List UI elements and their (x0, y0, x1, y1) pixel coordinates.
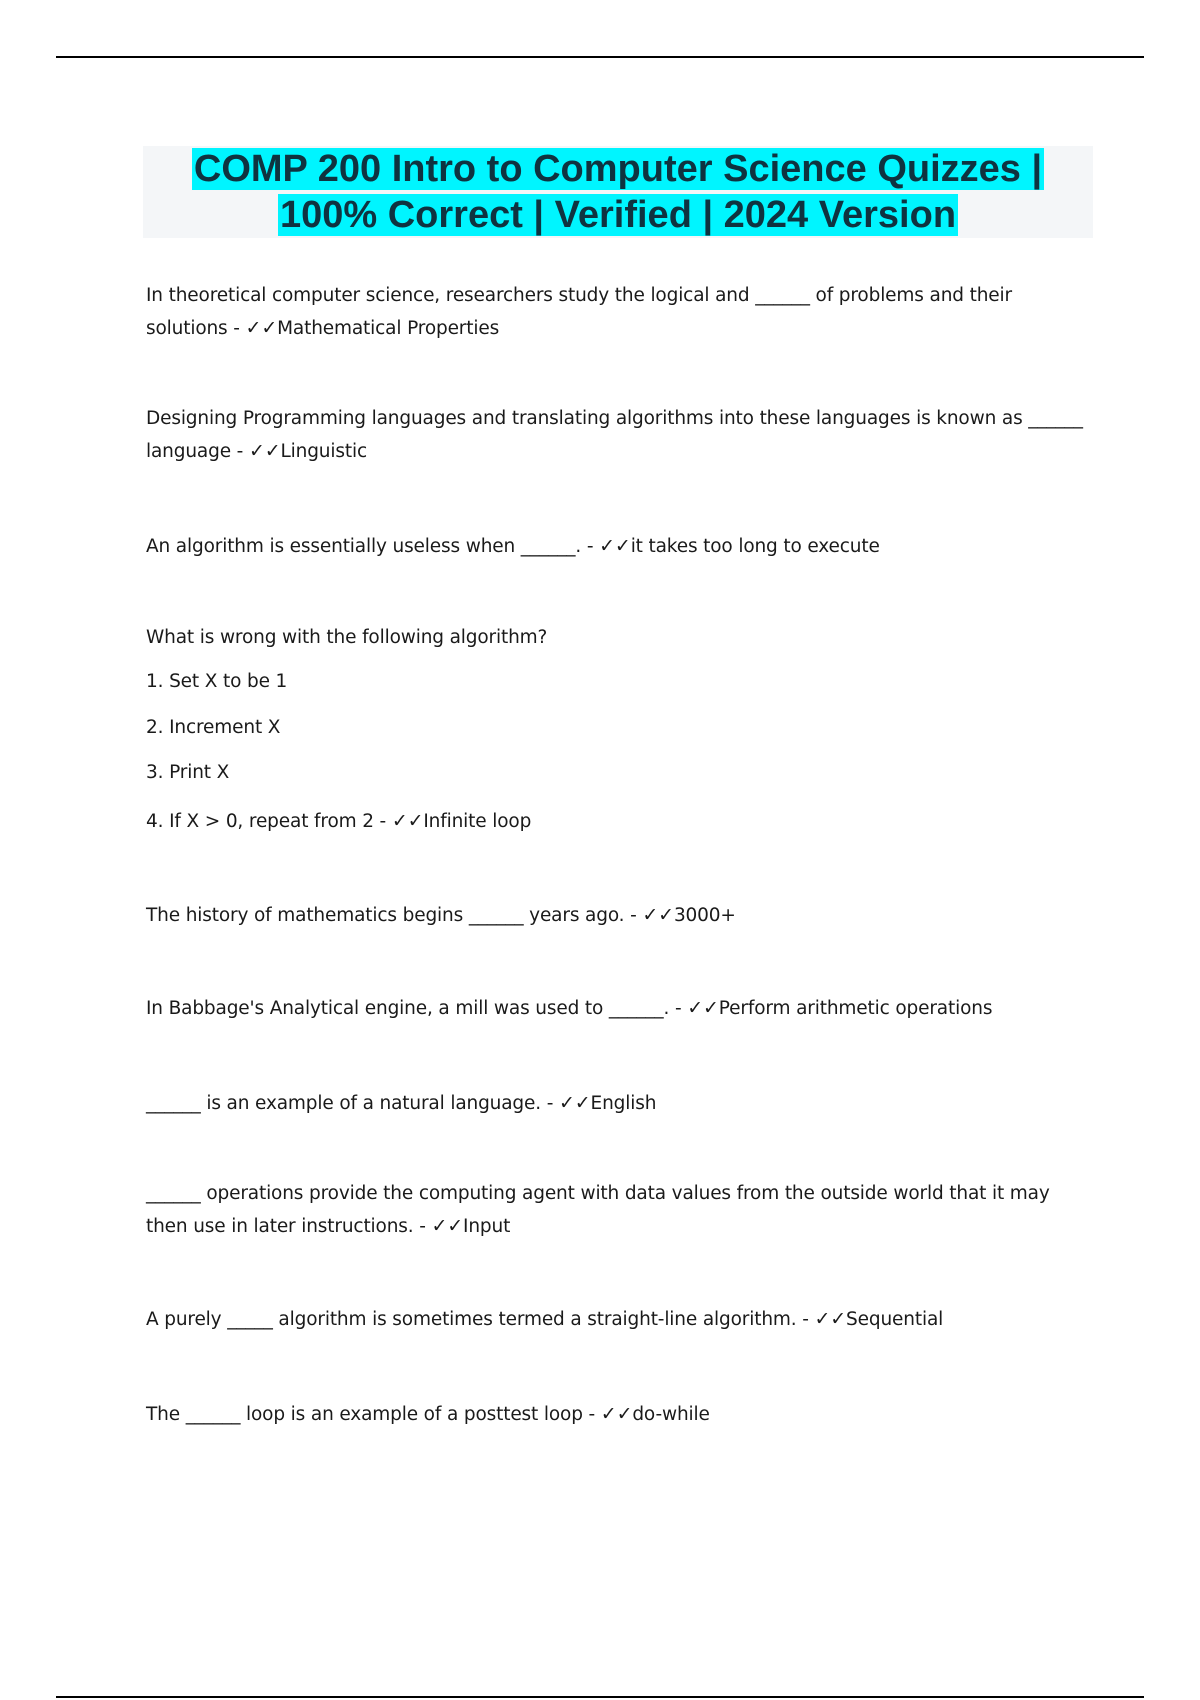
question-prompt: Designing Programming languages and translating algorithms into these languages is known as ______ language - (146, 408, 1083, 462)
question-prompt: A purely _____ algorithm is sometimes termed a straight-line algorithm. - (146, 1309, 809, 1330)
algorithm-step (146, 666, 1096, 698)
question-answer: Sequential (846, 1309, 944, 1330)
algorithm-step (146, 805, 1096, 838)
question-prompt: ______ operations provide the computing agent with data values from the outside world that it may then use in later instructions. - (146, 1183, 1050, 1237)
question-answer: 3000+ (673, 905, 736, 926)
check-icon: ✓✓ (248, 440, 281, 462)
top-rule (56, 56, 1144, 58)
question-answer: Linguistic (280, 441, 367, 462)
step-text: 1. Set X to be 1 (146, 671, 288, 692)
question-answer: Perform arithmetic operations (718, 998, 993, 1019)
bottom-rule (56, 1696, 1144, 1698)
check-icon: ✓✓ (558, 1092, 591, 1114)
question-answer: Mathematical Properties (277, 318, 500, 339)
question-item (146, 622, 1096, 654)
step-text: 2. Increment X (146, 717, 281, 738)
question-answer: it takes too long to execute (630, 536, 880, 557)
question-item (146, 1087, 1096, 1120)
question-prompt: What is wrong with the following algorithm? (146, 627, 548, 648)
question-answer: Infinite loop (423, 811, 532, 832)
question-prompt: An algorithm is essentially useless when ______. - (146, 536, 594, 557)
question-prompt: The ______ loop is an example of a posttest loop - (146, 1404, 596, 1425)
check-icon: ✓✓ (431, 1215, 464, 1237)
title-line-2: 100% Correct | Verified | 2024 Version (279, 194, 957, 236)
check-icon: ✓✓ (642, 904, 674, 926)
check-icon: ✓✓ (814, 1308, 847, 1330)
question-item (146, 530, 1096, 563)
algorithm-step (146, 712, 1096, 744)
step-text: 4. If X > 0, repeat from 2 - (146, 811, 387, 832)
question-item (146, 280, 1096, 345)
question-item (146, 1303, 1096, 1336)
document-title (143, 146, 1093, 238)
question-answer: do-while (632, 1404, 710, 1425)
step-text: 3. Print X (146, 762, 230, 783)
check-icon: ✓✓ (599, 535, 631, 557)
question-item (146, 992, 1096, 1025)
question-prompt: ______ is an example of a natural language. - (146, 1093, 554, 1114)
check-icon: ✓✓ (600, 1403, 633, 1425)
algorithm-step (146, 757, 1096, 789)
question-answer: English (590, 1093, 657, 1114)
question-prompt: In Babbage's Analytical engine, a mill was used to ______. - (146, 998, 682, 1019)
question-item (146, 1398, 1096, 1431)
question-prompt: In theoretical computer science, researchers study the logical and ______ of problems and their solutions - (146, 285, 1012, 339)
question-item (146, 1178, 1096, 1243)
question-item (146, 403, 1096, 468)
title-line-1: COMP 200 Intro to Computer Science Quizzes | (193, 148, 1043, 190)
question-item (146, 899, 1096, 932)
check-icon: ✓✓ (245, 317, 278, 339)
check-icon: ✓✓ (687, 997, 719, 1019)
check-icon: ✓✓ (391, 810, 424, 832)
question-prompt: The history of mathematics begins ______ years ago. - (146, 905, 637, 926)
question-answer: Input (463, 1216, 511, 1237)
